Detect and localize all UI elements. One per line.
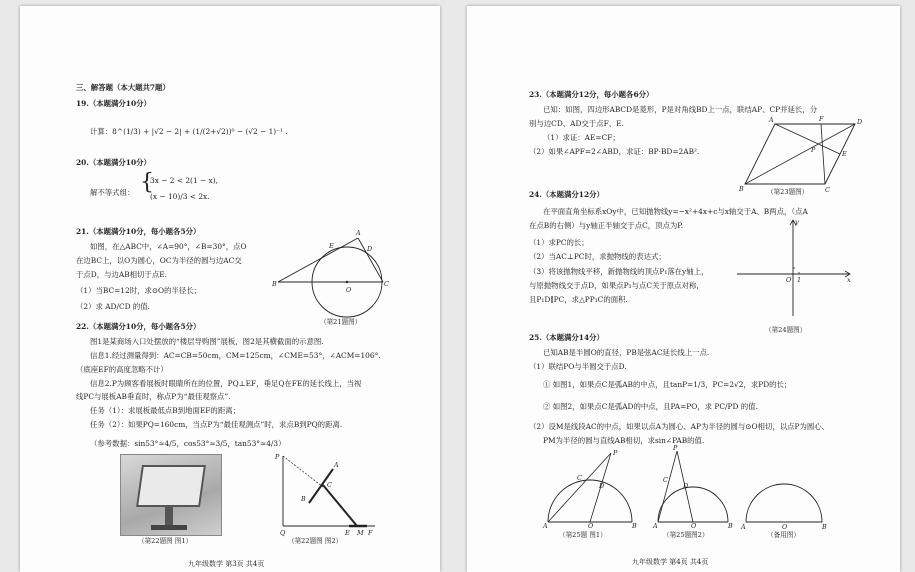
q21-caption: （第21题图） [320, 318, 362, 326]
q22-line2: 信息1.经过测量得到：AC=CB=50cm，CM=125cm，∠CME=53°，∠ACM=106°. [90, 351, 381, 360]
q24-label-x: x [847, 276, 851, 284]
q22-photo-board [120, 454, 222, 536]
q25f1-label-o: O [588, 522, 594, 530]
q19-body: 计算：8^(1/3) + |√2 − 2| + (1/(2+√2))⁰ − (√2 − 1)⁻¹ . [90, 127, 288, 136]
q21-sub1: （1）当BC=12时，求⊙O的半径长； [76, 286, 202, 295]
q21-label-b: B [272, 280, 277, 288]
q24-line1: 在平面直角坐标系xOy中，已知抛物线y=−x²+4x+c与x轴交于A、B两点，（点A [543, 207, 808, 216]
q24-label-1: 1 [797, 276, 802, 284]
q23-line1: 已知：如图，四边形ABCD是菱形，P是对角线BD上一点，联结AP、CP并延长，分 [543, 105, 818, 114]
q22-caption-2: （第22题图 图2） [288, 537, 343, 545]
q22-label-f: F [368, 529, 373, 537]
q21-label-c: C [384, 280, 389, 288]
q25-figure-1 [543, 448, 638, 528]
q22-line3: （底座EF的高度忽略不计） [76, 365, 168, 374]
q23-caption: （第23题图） [767, 188, 809, 196]
q21-label-a: A [356, 229, 361, 237]
q25-sub2b: PM为半径的圆与直线AB相切，求sin∠PAB的值. [543, 436, 705, 445]
q24-figure [737, 216, 867, 326]
q25f1-label-c: C [577, 474, 582, 482]
q20-line2: (x − 10)/3 < 2x. [150, 192, 210, 201]
q23-label-c: C [825, 186, 830, 194]
q25f1-label-d: D [599, 482, 605, 490]
q20-prefix: 解不等式组： [90, 188, 135, 197]
q22-task1: 任务（1）：求展板最低点B到地面EF的距离； [90, 406, 240, 415]
board-screen [136, 465, 206, 507]
q23-head: 23.（本题满分12分，每小题各6分） [529, 90, 654, 99]
q24-sub2: （2）当AC⊥PC时，求抛物线的表达式； [529, 252, 666, 261]
page-3 [20, 6, 440, 572]
q24-sub4: 与原抛物线交于点D，如果点P₁与点C关于原点对称， [529, 281, 704, 290]
q22-label-p: P [275, 453, 280, 461]
q21-sub2: （2）求 AD/CD 的值. [76, 302, 151, 311]
q24-head: 24.（本题满分12分） [529, 190, 604, 199]
q19-head: 19.（本题满分10分） [76, 99, 151, 108]
q20-head: 20.（本题满分10分） [76, 158, 151, 167]
q25-sub1a: ① 如图1，如果点C是弧AB的中点，且tanP=1/3，PC=2√2，求PD的长； [543, 380, 792, 389]
q23-label-p: P [811, 146, 816, 154]
q23-sub2: （2）如果∠APF=2∠ABD，求证：BP·BD=2AB². [529, 147, 700, 156]
q25f2-label-c: C [663, 476, 668, 484]
q24-label-o: O [786, 276, 792, 284]
q22-label-m: M [357, 529, 364, 537]
q21-label-d: D [367, 245, 373, 253]
q21-head: 21.（本题满分10分，每小题各5分） [76, 227, 201, 236]
q25f3-label-b: B [822, 523, 827, 531]
q24-caption: （第24题图） [765, 326, 807, 334]
q20-brace: { [140, 170, 154, 195]
q25f2-label-p: P [673, 444, 678, 452]
q24-label-y: y [795, 218, 799, 226]
q21-line3: 于点D，与边AB相切于点E. [76, 270, 167, 279]
q23-label-e: E [842, 150, 847, 158]
q23-label-a: A [769, 116, 774, 124]
q21-figure [272, 226, 392, 326]
q25-head: 25.（本题满分14分） [529, 333, 604, 342]
q22-task2: 任务（2）：如果PQ=160cm，当点P为“最佳观测点”时，求点B到PQ的距离. [90, 420, 343, 429]
q23-sub1: （1）求证：AE=CF； [543, 133, 620, 142]
q25-caption-2: （第25题图2） [663, 531, 709, 539]
q22-line1: 图1是某商场入口处摆放的“楼层导购图”展板，图2是其横截面的示意图. [90, 337, 324, 346]
q24-sub5: 且P₁D∥PC，求△PP₁C的面积. [529, 295, 628, 304]
q25-figure-2 [653, 444, 733, 530]
q24-line2: 在点B的右侧）与y轴正半轴交于点C，顶点为P. [529, 221, 684, 230]
q25-sub1: （1）联结PO与半圆交于点D. [529, 362, 627, 371]
q23-label-b: B [739, 185, 744, 193]
q25-sub2a: （2）设M是线段AC的中点，如果以点A为圆心、AP为半径的圆与⊙O相切，以点P为圆心、 [529, 422, 830, 431]
q23-figure [739, 114, 865, 194]
q25-sub1b: ② 如图2，如果点C是弧AD的中点，且PA=PO，求 PC/PD 的值. [543, 402, 758, 411]
q22-label-q: Q [280, 529, 286, 537]
q24-sub3: （3）将该抛物线平移，新抛物线的顶点P₁落在y轴上， [529, 267, 709, 276]
q25f2-label-b: B [728, 522, 733, 530]
q25-figure-spare [743, 478, 828, 530]
q23-label-f: F [819, 115, 824, 123]
page-3-footer: 九年级数学 第3页 共4页 [188, 560, 265, 568]
q25f1-label-a: A [543, 522, 548, 530]
q25-caption-1: （第25题 图1） [559, 531, 607, 539]
q22-reference: （参考数据：sin53°≈4/5，cos53°≈3/5，tan53°≈4/3） [90, 439, 286, 448]
q22-figure [275, 451, 395, 541]
q22-label-e: E [345, 529, 350, 537]
q22-caption-1: （第22题图 图1） [138, 537, 193, 545]
q23-line2: 别与边CD、AD交于点F、E. [529, 119, 624, 128]
q22-label-a: A [334, 461, 339, 469]
q25-line1: 已知AB是半圆O的直径，PB是弦AC延长线上一点. [543, 348, 710, 357]
q22-label-b: B [301, 495, 306, 503]
q25f2-label-d: D [683, 482, 689, 490]
q21-label-o: O [346, 286, 352, 294]
q21-line2: 在边BC上，以O为圆心，OC为半径的圆与边AC交 [76, 256, 242, 265]
q25f1-label-p: P [613, 449, 618, 457]
page-4-footer: 九年级数学 第4页 共4页 [632, 558, 709, 566]
q25f3-label-a: A [741, 523, 746, 531]
q25f1-label-b: B [632, 522, 637, 530]
q23-label-d: D [857, 118, 863, 126]
page-4 [467, 6, 900, 572]
q25-caption-3: （备用图） [767, 531, 800, 539]
q25f3-label-o: O [782, 523, 788, 531]
q22-label-c: C [327, 481, 332, 489]
q24-sub1: （1）求PC的长； [529, 238, 589, 247]
q25f2-label-o: O [691, 522, 697, 530]
q25f2-label-a: A [653, 522, 658, 530]
q21-line1: 如图，在△ABC中，∠A=90°，∠B=30°，点O [90, 242, 247, 251]
q22-line5: 线PC与展板AB垂直时，称点P为“最佳观察点”. [76, 392, 231, 401]
q21-label-e: E [329, 242, 334, 250]
q20-line1: 3x − 2 < 2(1 − x), [150, 176, 218, 185]
board-stand [165, 505, 173, 525]
board-base [151, 525, 187, 530]
q22-line4: 信息2.P为顾客看展板时眼睛所在的位置，PQ⊥EF，垂足Q在FE的延长线上，当视 [90, 379, 362, 388]
q22-head: 22.（本题满分10分，每小题各5分） [76, 322, 201, 331]
section-title: 三、解答题（本大题共7题） [76, 83, 170, 92]
